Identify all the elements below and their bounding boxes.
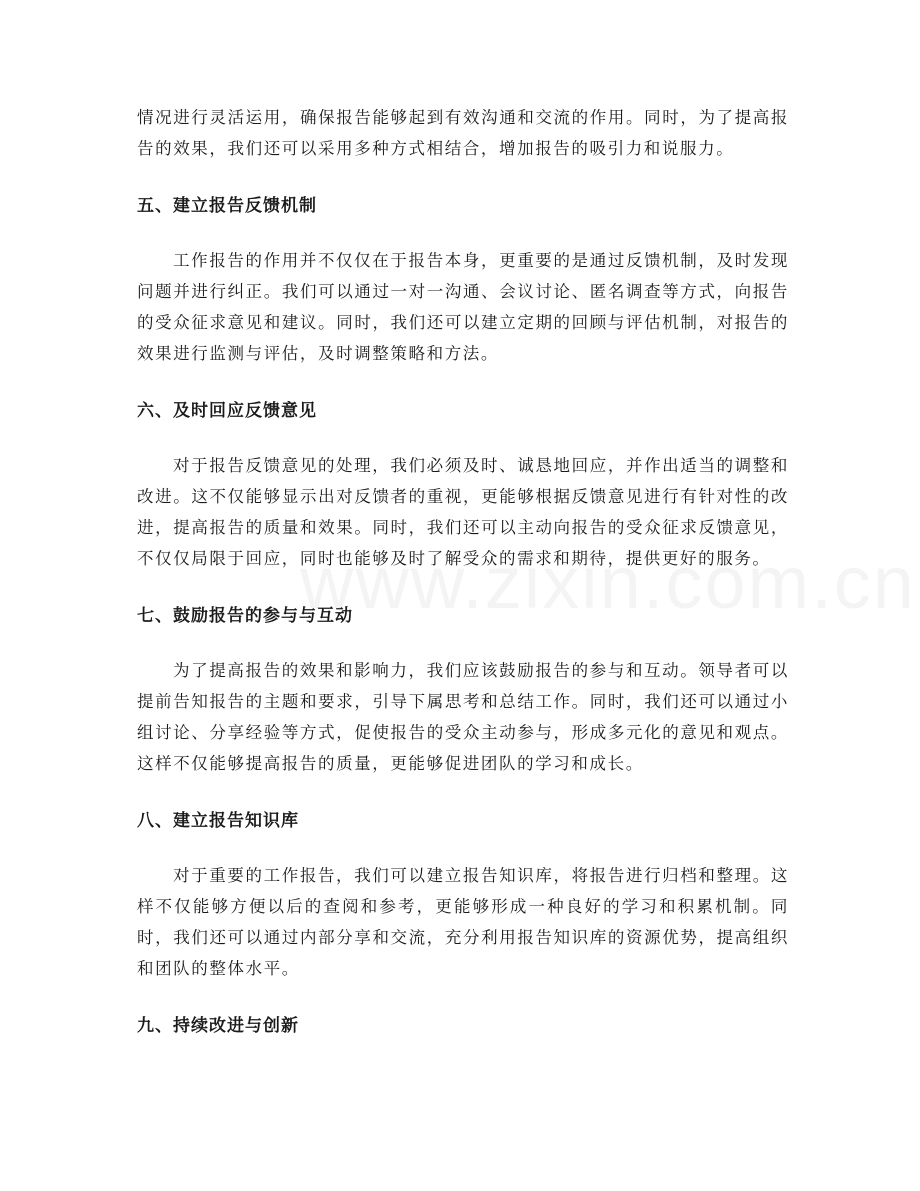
section-heading-7: 七、鼓励报告的参与与互动: [137, 606, 353, 626]
document-body: [137, 102, 789, 1042]
paragraph-section-6: 对于报告反馈意见的处理，我们必须及时、诚恳地回应，并作出适当的调整和改进。这不仅能够显示出对反馈者的重视，更能够根据反馈意见进行有针对性的改进，提高报告的质量和效果。同时，我们还可以主动向报告的受众征求反馈意见，不仅仅局限于回应，同时也能够及时了解受众的需求和期待，提供更好的服务。: [137, 456, 789, 568]
section-heading-8: 八、建立报告知识库: [137, 811, 299, 831]
section-heading-6: 六、及时回应反馈意见: [137, 401, 317, 421]
section-heading-9: 九、持续改进与创新: [137, 1016, 299, 1036]
section-heading-5: 五、建立报告反馈机制: [137, 196, 317, 216]
paragraph-section-8: 对于重要的工作报告，我们可以建立报告知识库，将报告进行归档和整理。这样不仅能够方便以后的查阅和参考，更能够形成一种良好的学习和积累机制。同时，我们还可以通过内部分享和交流，充分利用报告知识库的资源优势，提高组织和团队的整体水平。: [137, 866, 789, 978]
paragraph-section-7: 为了提高报告的效果和影响力，我们应该鼓励报告的参与和互动。领导者可以提前告知报告的主题和要求，引导下属思考和总结工作。同时，我们还可以通过小组讨论、分享经验等方式，促使报告的受众主动参与，形成多元化的意见和观点。这样不仅能够提高报告的质量，更能够促进团队的学习和成长。: [137, 661, 789, 773]
paragraph-section-5: 工作报告的作用并不仅仅在于报告本身，更重要的是通过反馈机制，及时发现问题并进行纠正。我们可以通过一对一沟通、会议讨论、匿名调查等方式，向报告的受众征求意见和建议。同时，我们还可以建立定期的回顾与评估机制，对报告的效果进行监测与评估，及时调整策略和方法。: [137, 251, 789, 363]
paragraph-intro-continuation: 情况进行灵活运用，确保报告能够起到有效沟通和交流的作用。同时，为了提高报告的效果，我们还可以采用多种方式相结合，增加报告的吸引力和说服力。: [137, 108, 789, 158]
